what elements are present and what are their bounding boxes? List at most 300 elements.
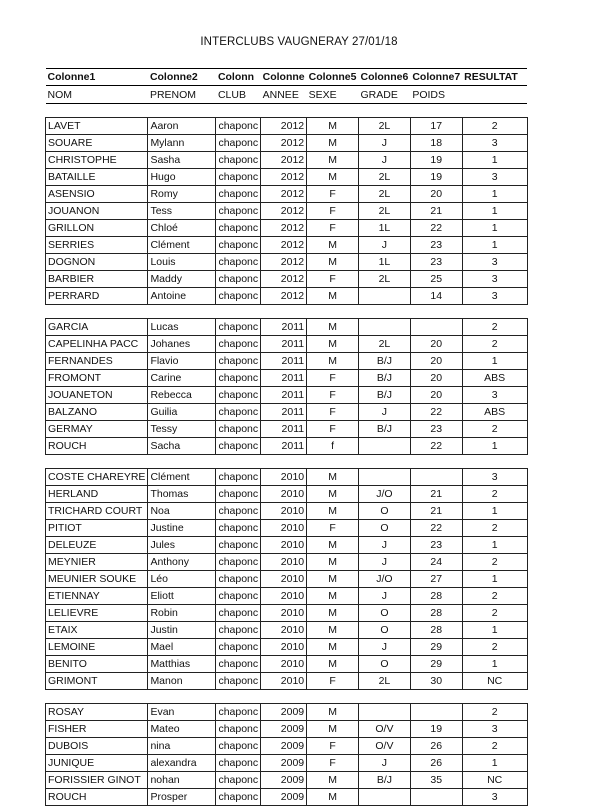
cell-sexe: F: [307, 738, 359, 755]
table-row: [46, 571, 528, 588]
table-row: [46, 220, 528, 237]
cell-poids: 23: [410, 237, 462, 254]
cell-grade: 1L: [358, 254, 410, 271]
cell-prenom: Johanes: [148, 336, 216, 353]
cell-sexe: M: [307, 486, 359, 503]
cell-poids: 21: [410, 486, 462, 503]
cell-annee: 2010: [261, 673, 307, 690]
cell-resultat: 3: [462, 387, 527, 404]
cell-prenom: Eliott: [148, 588, 216, 605]
cell-resultat: 3: [462, 271, 527, 288]
cell-grade: J: [358, 237, 410, 254]
cell-resultat: ABS: [462, 370, 527, 387]
cell-prenom: Mael: [148, 639, 216, 656]
cell-nom: FORISSIER GINOT: [46, 772, 148, 789]
cell-grade: 2L: [358, 271, 410, 288]
cell-resultat: 3: [462, 469, 527, 486]
cell-annee: 2010: [261, 656, 307, 673]
subheader-club: CLUB: [216, 86, 261, 104]
cell-sexe: M: [307, 169, 359, 186]
column-header-1: Colonne1: [46, 69, 148, 86]
cell-grade: 1L: [358, 220, 410, 237]
cell-resultat: 1: [462, 220, 527, 237]
cell-grade: J: [358, 537, 410, 554]
cell-nom: PITIOT: [46, 520, 148, 537]
cell-prenom: Matthias: [148, 656, 216, 673]
cell-grade: [358, 288, 410, 305]
cell-club: chaponc: [216, 288, 261, 305]
cell-poids: 35: [410, 772, 462, 789]
cell-sexe: F: [307, 220, 359, 237]
cell-sexe: F: [307, 271, 359, 288]
table-row: [46, 639, 528, 656]
cell-poids: 28: [410, 605, 462, 622]
cell-annee: 2012: [261, 271, 307, 288]
cell-resultat: 1: [462, 755, 527, 772]
cell-nom: BARBIER: [46, 271, 148, 288]
subheader-prenom: PRENOM: [148, 86, 216, 104]
cell-club: chaponc: [216, 673, 261, 690]
table-row: [46, 554, 528, 571]
cell-poids: 20: [410, 186, 462, 203]
cell-annee: 2012: [261, 135, 307, 152]
table-row: [46, 271, 528, 288]
cell-resultat: 1: [462, 438, 527, 455]
cell-nom: GARCIA: [46, 319, 148, 336]
cell-nom: BENITO: [46, 656, 148, 673]
cell-resultat: 1: [462, 353, 527, 370]
cell-annee: 2011: [261, 353, 307, 370]
cell-prenom: nina: [148, 738, 216, 755]
cell-annee: 2012: [261, 118, 307, 135]
cell-poids: 20: [410, 353, 462, 370]
subheader-sexe: SEXE: [307, 86, 359, 104]
table-row: [46, 387, 528, 404]
cell-poids: 29: [410, 656, 462, 673]
cell-resultat: 2: [462, 319, 527, 336]
cell-poids: 22: [410, 220, 462, 237]
cell-sexe: M: [307, 503, 359, 520]
cell-poids: 20: [410, 336, 462, 353]
cell-sexe: M: [307, 772, 359, 789]
cell-poids: 21: [410, 203, 462, 220]
cell-poids: 29: [410, 639, 462, 656]
cell-grade: J: [358, 152, 410, 169]
cell-annee: 2012: [261, 186, 307, 203]
cell-annee: 2010: [261, 605, 307, 622]
cell-grade: B/J: [358, 370, 410, 387]
cell-annee: 2012: [261, 220, 307, 237]
cell-resultat: ABS: [462, 404, 527, 421]
cell-grade: J: [358, 639, 410, 656]
subheader-resultat: [462, 86, 527, 104]
cell-sexe: M: [307, 622, 359, 639]
cell-poids: [410, 319, 462, 336]
cell-club: chaponc: [216, 387, 261, 404]
cell-grade: J/O: [358, 571, 410, 588]
cell-grade: O: [358, 605, 410, 622]
cell-prenom: Justine: [148, 520, 216, 537]
cell-poids: 19: [410, 721, 462, 738]
cell-prenom: Evan: [148, 704, 216, 721]
cell-nom: JOUANETON: [46, 387, 148, 404]
cell-sexe: F: [307, 186, 359, 203]
cell-club: chaponc: [216, 271, 261, 288]
cell-prenom: Noa: [148, 503, 216, 520]
cell-nom: LAVET: [46, 118, 148, 135]
cell-annee: 2010: [261, 571, 307, 588]
cell-sexe: M: [307, 118, 359, 135]
cell-prenom: nohan: [148, 772, 216, 789]
cell-annee: 2011: [261, 387, 307, 404]
cell-sexe: F: [307, 421, 359, 438]
cell-nom: ROUCH: [46, 438, 148, 455]
cell-poids: 14: [410, 288, 462, 305]
cell-grade: O: [358, 622, 410, 639]
table-row: [46, 704, 528, 721]
cell-club: chaponc: [216, 486, 261, 503]
cell-annee: 2010: [261, 469, 307, 486]
cell-sexe: M: [307, 605, 359, 622]
cell-nom: DOGNON: [46, 254, 148, 271]
cell-club: chaponc: [216, 656, 261, 673]
table-row: [46, 789, 528, 806]
cell-nom: PERRARD: [46, 288, 148, 305]
cell-annee: 2012: [261, 203, 307, 220]
cell-grade: B/J: [358, 772, 410, 789]
cell-annee: 2010: [261, 622, 307, 639]
cell-poids: 26: [410, 738, 462, 755]
cell-annee: 2010: [261, 639, 307, 656]
cell-annee: 2010: [261, 537, 307, 554]
cell-resultat: NC: [462, 772, 527, 789]
cell-prenom: Thomas: [148, 486, 216, 503]
cell-annee: 2010: [261, 503, 307, 520]
cell-grade: J: [358, 755, 410, 772]
cell-grade: B/J: [358, 387, 410, 404]
cell-club: chaponc: [216, 404, 261, 421]
cell-nom: DUBOIS: [46, 738, 148, 755]
cell-annee: 2009: [261, 704, 307, 721]
cell-club: chaponc: [216, 421, 261, 438]
cell-club: chaponc: [216, 152, 261, 169]
cell-nom: DELEUZE: [46, 537, 148, 554]
cell-nom: LELIEVRE: [46, 605, 148, 622]
subheader-nom: NOM: [46, 86, 148, 104]
cell-resultat: 3: [462, 254, 527, 271]
cell-nom: ROUCH: [46, 789, 148, 806]
cell-prenom: Sasha: [148, 152, 216, 169]
table-row: [46, 370, 528, 387]
subheader-row: [46, 86, 528, 104]
cell-poids: [410, 704, 462, 721]
cell-nom: JOUANON: [46, 203, 148, 220]
cell-nom: CHRISTOPHE: [46, 152, 148, 169]
cell-grade: 2L: [358, 336, 410, 353]
cell-prenom: Clément: [148, 469, 216, 486]
cell-annee: 2011: [261, 336, 307, 353]
cell-resultat: 2: [462, 605, 527, 622]
table-row: [46, 656, 528, 673]
cell-poids: 22: [410, 520, 462, 537]
cell-poids: [410, 469, 462, 486]
cell-annee: 2011: [261, 438, 307, 455]
cell-resultat: 1: [462, 571, 527, 588]
cell-club: chaponc: [216, 220, 261, 237]
cell-club: chaponc: [216, 237, 261, 254]
cell-sexe: F: [307, 370, 359, 387]
cell-grade: O: [358, 503, 410, 520]
cell-nom: FROMONT: [46, 370, 148, 387]
cell-club: chaponc: [216, 336, 261, 353]
cell-poids: 23: [410, 537, 462, 554]
page-title: INTERCLUBS VAUGNERAY 27/01/18: [200, 36, 398, 48]
cell-resultat: 1: [462, 152, 527, 169]
cell-nom: FERNANDES: [46, 353, 148, 370]
cell-grade: O/V: [358, 721, 410, 738]
cell-resultat: NC: [462, 673, 527, 690]
cell-prenom: Anthony: [148, 554, 216, 571]
cell-resultat: 2: [462, 336, 527, 353]
cell-poids: 23: [410, 421, 462, 438]
cell-sexe: M: [307, 288, 359, 305]
cell-resultat: 2: [462, 554, 527, 571]
cell-annee: 2009: [261, 789, 307, 806]
cell-nom: TRICHARD COURT: [46, 503, 148, 520]
cell-poids: 19: [410, 152, 462, 169]
table-row: [46, 588, 528, 605]
cell-club: chaponc: [216, 554, 261, 571]
cell-prenom: Tess: [148, 203, 216, 220]
cell-resultat: 1: [462, 537, 527, 554]
cell-sexe: M: [307, 639, 359, 656]
cell-annee: 2009: [261, 721, 307, 738]
results-grid: [45, 68, 528, 806]
table-row: [46, 486, 528, 503]
cell-club: chaponc: [216, 605, 261, 622]
table-row: [46, 503, 528, 520]
table-row: [46, 353, 528, 370]
column-header-4: Colonne: [261, 69, 307, 86]
column-header-6: Colonne6: [358, 69, 410, 86]
cell-annee: 2009: [261, 772, 307, 789]
table-row: [46, 319, 528, 336]
cell-annee: 2011: [261, 319, 307, 336]
cell-prenom: Prosper: [148, 789, 216, 806]
cell-annee: 2010: [261, 486, 307, 503]
cell-nom: FISHER: [46, 721, 148, 738]
table-row: [46, 469, 528, 486]
cell-sexe: M: [307, 135, 359, 152]
cell-annee: 2012: [261, 254, 307, 271]
cell-club: chaponc: [216, 721, 261, 738]
cell-grade: [358, 438, 410, 455]
cell-resultat: 2: [462, 704, 527, 721]
column-header-2: Colonne2: [148, 69, 216, 86]
group-spacer: [46, 455, 528, 469]
cell-sexe: F: [307, 203, 359, 220]
cell-prenom: Mateo: [148, 721, 216, 738]
cell-prenom: Lucas: [148, 319, 216, 336]
cell-resultat: 1: [462, 503, 527, 520]
cell-sexe: M: [307, 237, 359, 254]
cell-grade: [358, 789, 410, 806]
cell-grade: 2L: [358, 118, 410, 135]
cell-club: chaponc: [216, 203, 261, 220]
cell-grade: O: [358, 656, 410, 673]
cell-resultat: 2: [462, 118, 527, 135]
cell-prenom: Sacha: [148, 438, 216, 455]
cell-club: chaponc: [216, 639, 261, 656]
results-table: [45, 68, 528, 806]
cell-prenom: Jules: [148, 537, 216, 554]
cell-sexe: M: [307, 789, 359, 806]
cell-club: chaponc: [216, 169, 261, 186]
cell-resultat: 2: [462, 486, 527, 503]
cell-prenom: Manon: [148, 673, 216, 690]
subheader-grade: GRADE: [358, 86, 410, 104]
table-row: [46, 203, 528, 220]
cell-grade: [358, 319, 410, 336]
cell-sexe: M: [307, 704, 359, 721]
table-row: [46, 772, 528, 789]
cell-prenom: Mylann: [148, 135, 216, 152]
cell-prenom: Clément: [148, 237, 216, 254]
cell-nom: MEYNIER: [46, 554, 148, 571]
cell-club: chaponc: [216, 755, 261, 772]
table-row: [46, 520, 528, 537]
cell-resultat: 1: [462, 622, 527, 639]
cell-poids: 19: [410, 169, 462, 186]
cell-resultat: 3: [462, 721, 527, 738]
cell-club: chaponc: [216, 588, 261, 605]
spacer-cell: [46, 305, 528, 319]
table-row: [46, 336, 528, 353]
column-header-8: RESULTAT: [462, 69, 527, 86]
group-spacer: [46, 104, 528, 118]
cell-prenom: alexandra: [148, 755, 216, 772]
cell-sexe: M: [307, 537, 359, 554]
cell-prenom: Carine: [148, 370, 216, 387]
cell-poids: 22: [410, 404, 462, 421]
cell-poids: 23: [410, 254, 462, 271]
cell-resultat: 2: [462, 738, 527, 755]
cell-annee: 2012: [261, 288, 307, 305]
cell-nom: MEUNIER SOUKE: [46, 571, 148, 588]
cell-grade: O: [358, 520, 410, 537]
cell-annee: 2009: [261, 738, 307, 755]
cell-prenom: Chloé: [148, 220, 216, 237]
table-row: [46, 673, 528, 690]
spacer-cell: [46, 104, 528, 118]
cell-club: chaponc: [216, 469, 261, 486]
cell-poids: 28: [410, 588, 462, 605]
cell-annee: 2010: [261, 520, 307, 537]
table-row: [46, 404, 528, 421]
cell-nom: LEMOINE: [46, 639, 148, 656]
cell-nom: ASENSIO: [46, 186, 148, 203]
cell-club: chaponc: [216, 353, 261, 370]
column-header-3: Colonn: [216, 69, 261, 86]
cell-sexe: M: [307, 336, 359, 353]
cell-annee: 2011: [261, 404, 307, 421]
table-row: [46, 438, 528, 455]
cell-grade: 2L: [358, 169, 410, 186]
cell-grade: [358, 704, 410, 721]
cell-grade: J: [358, 554, 410, 571]
cell-prenom: Romy: [148, 186, 216, 203]
cell-sexe: M: [307, 152, 359, 169]
cell-resultat: 2: [462, 520, 527, 537]
group-spacer: [46, 305, 528, 319]
cell-annee: 2012: [261, 152, 307, 169]
cell-sexe: M: [307, 469, 359, 486]
cell-club: chaponc: [216, 319, 261, 336]
cell-resultat: 3: [462, 135, 527, 152]
column-header-7: Colonne7: [410, 69, 462, 86]
cell-prenom: Aaron: [148, 118, 216, 135]
subheader-annee: ANNEE: [261, 86, 307, 104]
table-row: [46, 288, 528, 305]
table-row: [46, 755, 528, 772]
cell-club: chaponc: [216, 704, 261, 721]
cell-sexe: F: [307, 404, 359, 421]
cell-grade: 2L: [358, 186, 410, 203]
cell-annee: 2010: [261, 554, 307, 571]
cell-prenom: Rebecca: [148, 387, 216, 404]
cell-nom: JUNIQUE: [46, 755, 148, 772]
cell-grade: O/V: [358, 738, 410, 755]
cell-sexe: f: [307, 438, 359, 455]
cell-sexe: M: [307, 721, 359, 738]
cell-club: chaponc: [216, 537, 261, 554]
cell-club: chaponc: [216, 772, 261, 789]
cell-poids: 26: [410, 755, 462, 772]
cell-poids: 24: [410, 554, 462, 571]
cell-nom: GRIMONT: [46, 673, 148, 690]
cell-annee: 2012: [261, 237, 307, 254]
cell-prenom: Robin: [148, 605, 216, 622]
table-row: [46, 254, 528, 271]
cell-nom: BATAILLE: [46, 169, 148, 186]
cell-sexe: F: [307, 520, 359, 537]
cell-club: chaponc: [216, 520, 261, 537]
cell-grade: 2L: [358, 203, 410, 220]
cell-annee: 2011: [261, 421, 307, 438]
table-row: [46, 118, 528, 135]
cell-sexe: F: [307, 387, 359, 404]
cell-resultat: 1: [462, 656, 527, 673]
cell-prenom: Léo: [148, 571, 216, 588]
cell-annee: 2012: [261, 169, 307, 186]
cell-poids: 27: [410, 571, 462, 588]
cell-poids: 25: [410, 271, 462, 288]
table-row: [46, 169, 528, 186]
cell-poids: 17: [410, 118, 462, 135]
table-row: [46, 622, 528, 639]
cell-grade: J/O: [358, 486, 410, 503]
cell-sexe: M: [307, 554, 359, 571]
cell-poids: 20: [410, 387, 462, 404]
cell-club: chaponc: [216, 254, 261, 271]
cell-poids: 21: [410, 503, 462, 520]
table-row: [46, 605, 528, 622]
cell-prenom: Justin: [148, 622, 216, 639]
cell-resultat: 1: [462, 203, 527, 220]
table-row: [46, 537, 528, 554]
cell-club: chaponc: [216, 438, 261, 455]
table-row: [46, 186, 528, 203]
